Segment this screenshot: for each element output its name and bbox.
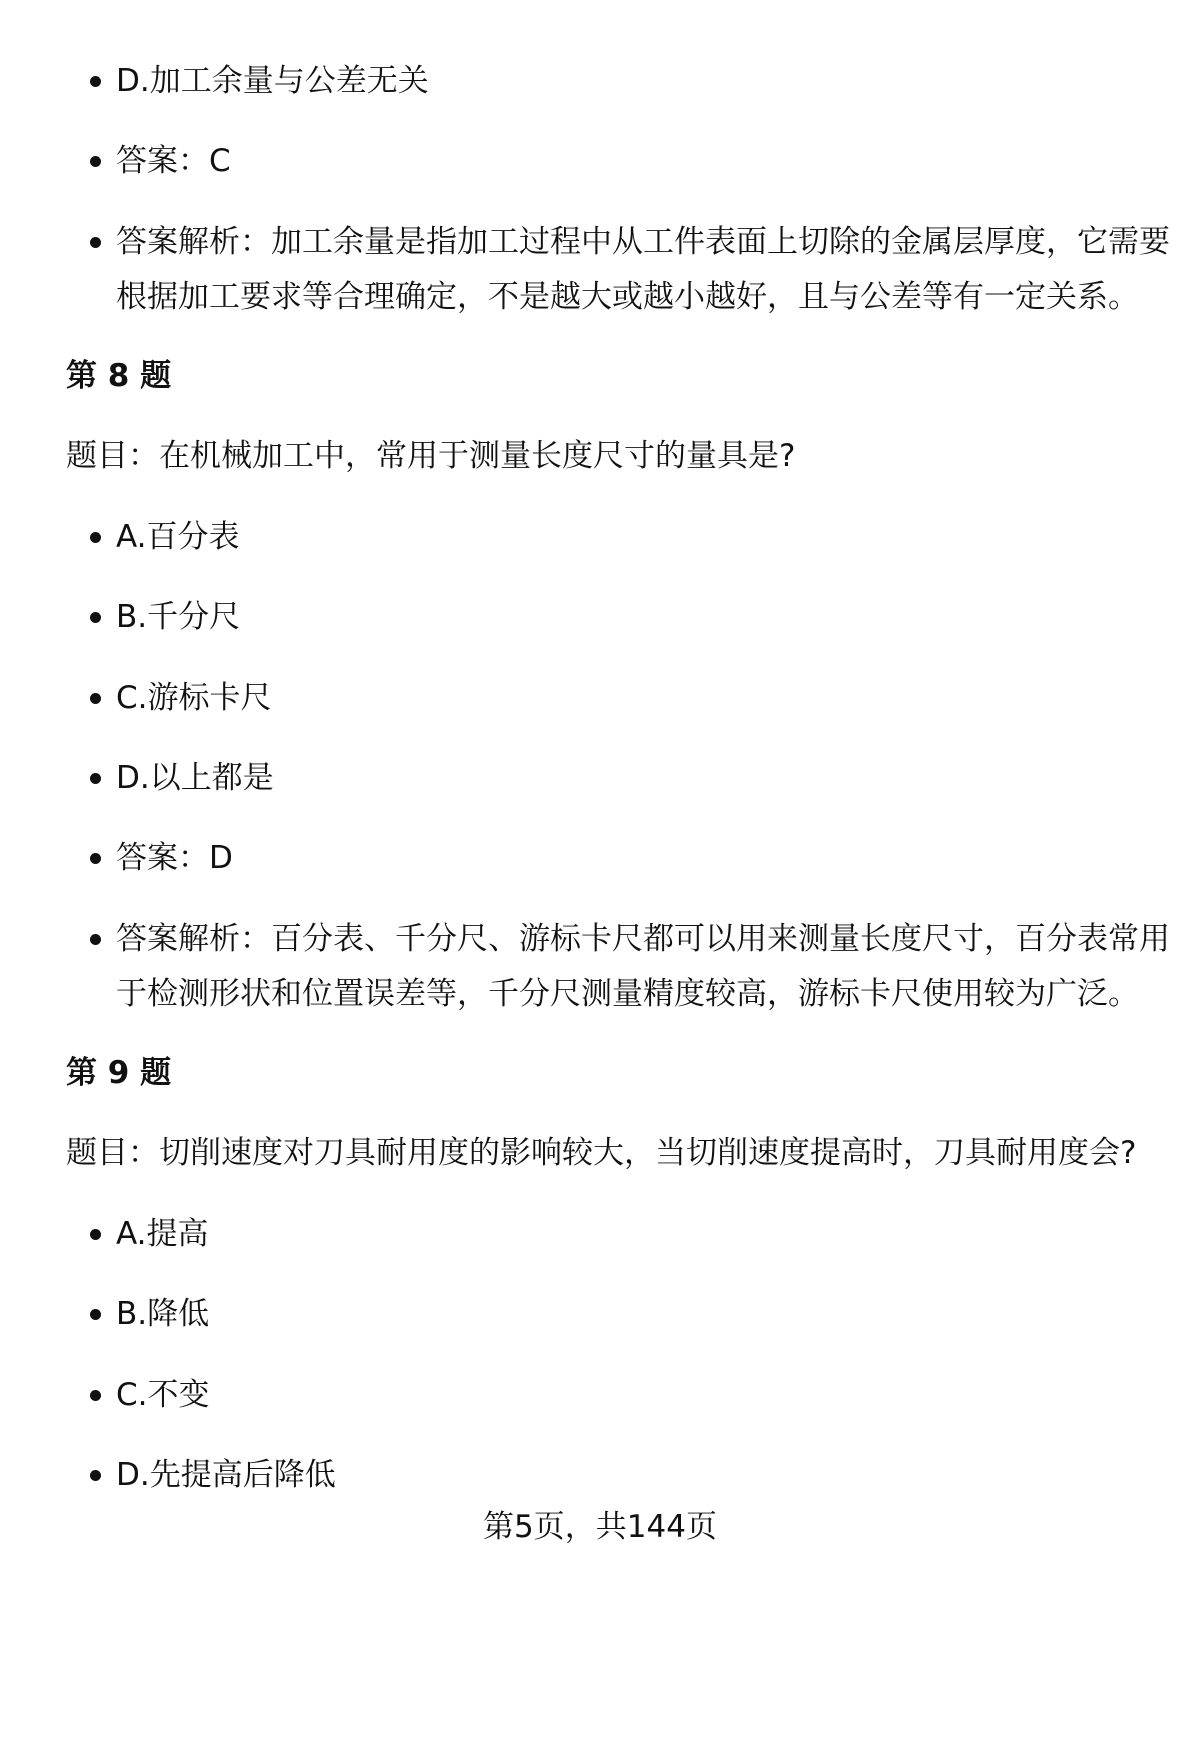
bullet-icon	[90, 934, 101, 945]
page-number: 第5页，共144页	[483, 1509, 717, 1545]
q8-explanation-line2: 于检测形状和位置误差等，千分尺测量精度较高，游标卡尺使用较为广泛。	[116, 976, 1139, 1012]
q8-question: 题目：在机械加工中，常用于测量长度尺寸的量具是?	[66, 438, 796, 474]
bullet-icon	[90, 1309, 101, 1320]
q8-explanation-line1: 答案解析：百分表、千分尺、游标卡尺都可以用来测量长度尺寸，百分表常用	[116, 921, 1170, 957]
q8-option-b: B.千分尺	[116, 599, 241, 635]
q9-option-c: C.不变	[116, 1377, 210, 1413]
q9-option-b: B.降低	[116, 1296, 210, 1332]
bullet-icon	[90, 76, 101, 87]
q8-heading: 第 8 题	[66, 358, 172, 394]
q7-option-d: D.加工余量与公差无关	[116, 63, 429, 99]
bullet-icon	[90, 853, 101, 864]
q9-option-a: A.提高	[116, 1216, 209, 1252]
bullet-icon	[90, 156, 101, 167]
q8-option-c: C.游标卡尺	[116, 680, 272, 716]
q9-heading: 第 9 题	[66, 1055, 172, 1091]
q7-explanation-line1: 答案解析：加工余量是指加工过程中从工件表面上切除的金属层厚度，它需要	[116, 224, 1170, 260]
bullet-icon	[90, 773, 101, 784]
bullet-icon	[90, 612, 101, 623]
bullet-icon	[90, 532, 101, 543]
q7-answer: 答案：C	[116, 143, 231, 179]
bullet-icon	[90, 1470, 101, 1481]
q9-option-d: D.先提高后降低	[116, 1457, 336, 1493]
q8-answer: 答案：D	[116, 840, 233, 876]
bullet-icon	[90, 1390, 101, 1401]
q8-option-a: A.百分表	[116, 519, 240, 555]
bullet-icon	[90, 693, 101, 704]
q7-explanation-line2: 根据加工要求等合理确定，不是越大或越小越好，且与公差等有一定关系。	[116, 279, 1139, 315]
bullet-icon	[90, 1229, 101, 1240]
bullet-icon	[90, 237, 101, 248]
q8-option-d: D.以上都是	[116, 760, 274, 796]
q9-question: 题目：切削速度对刀具耐用度的影响较大，当切削速度提高时，刀具耐用度会?	[66, 1135, 1137, 1171]
